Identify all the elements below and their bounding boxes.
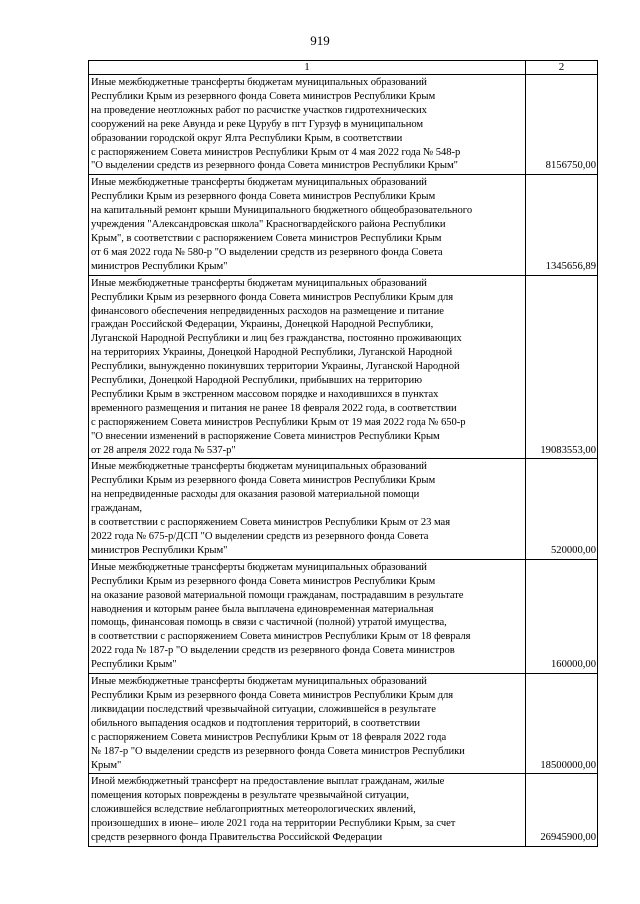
row-description: Иные межбюджетные трансферты бюджетам муниципальных образований Республики Крым из резервного фонда Совета министров Республики Крым для финансового обеспечения непредвиденных расходов на размещение и питание граждан Российской Федерации, Украины, Донецкой Народной Республики, Луганской Народной Республики и лиц без гражданства, постоянно проживающих на территориях Украины, Донецкой Народной Республики, Луганской Народной Республики, вынужденно покинувших территории Украины, Луганской Народной Республики, Донецкой Народной Республики, прибывших на территорию Республики Крым в экстренном массовом порядке и находившихся в пунктах временного размещения и питания не ранее 18 февраля 2022 года, в соответствии с распоряжением Совета министров Республики Крым от 19 мая 2022 года № 650-р "О внесении изменений в распоряжение Совета министров Республики Крым от 28 апреля 2022 года № 537-р" bbox=[89, 275, 526, 459]
budget-table bbox=[88, 60, 598, 847]
table-row bbox=[89, 459, 598, 559]
row-description: Иные межбюджетные трансферты бюджетам муниципальных образований Республики Крым из резервного фонда Совета министров Республики Крым на оказание разовой материальной помощи гражданам, пострадавшим в результате наводнения и которым ранее была выплачена единовременная материальная помощь, финансовая помощь в связи с частичной (полной) утратой имущества, в соответствии с распоряжением Совета министров Республики Крым от 18 февраля 2022 года № 187-р "О выделении средств из резервного фонда Совета министров Республики Крым" bbox=[89, 559, 526, 673]
row-amount: 19083553,00 bbox=[526, 275, 598, 459]
row-amount: 8156750,00 bbox=[526, 75, 598, 175]
table-row bbox=[89, 674, 598, 774]
column-header-2: 2 bbox=[526, 61, 598, 75]
page-number: 919 bbox=[310, 33, 330, 48]
row-description: Иные межбюджетные трансферты бюджетам муниципальных образований Республики Крым из резервного фонда Совета министров Республики Крым на непредвиденные расходы для оказания разовой материальной помощи гражданам, в соответствии с распоряжением Совета министров Республики Крым от 23 мая 2022 года № 675-р/ДСП "О выделении средств из резервного фонда Совета министров Республики Крым" bbox=[89, 459, 526, 559]
row-description: Иные межбюджетные трансферты бюджетам муниципальных образований Республики Крым из резервного фонда Совета министров Республики Крым для ликвидации последствий чрезвычайной ситуации, сложившейся в результате обильного выпадения осадков и подтопления территорий, в соответствии с распоряжением Совета министров Республики Крым от 18 февраля 2022 года № 187-р "О выделении средств из резервного фонда Совета министров Республики Крым" bbox=[89, 674, 526, 774]
table-row bbox=[89, 275, 598, 459]
row-amount: 1345656,89 bbox=[526, 175, 598, 275]
row-amount: 18500000,00 bbox=[526, 674, 598, 774]
row-amount: 26945900,00 bbox=[526, 774, 598, 847]
table-row bbox=[89, 75, 598, 175]
table-header-row bbox=[89, 61, 598, 75]
row-description: Иные межбюджетные трансферты бюджетам муниципальных образований Республики Крым из резервного фонда Совета министров Республики Крым на проведение неотложных работ по расчистке участков гидротехнических сооружений на реке Авунда и реке Цурубу в пгт Гурзуф в муниципальном образовании городской округ Ялта Республики Крым, в соответствии с распоряжением Совета министров Республики Крым от 4 мая 2022 года № 548-р "О выделении средств из резервного фонда Совета министров Республики Крым" bbox=[89, 75, 526, 175]
row-amount: 160000,00 bbox=[526, 559, 598, 673]
row-amount: 520000,00 bbox=[526, 459, 598, 559]
row-description: Иные межбюджетные трансферты бюджетам муниципальных образований Республики Крым из резервного фонда Совета министров Республики Крым на капитальный ремонт крыши Муниципального бюджетного общеобразовательного учреждения "Александровская школа" Красногвардейского района Республики Крым", в соответствии с распоряжением Совета министров Республики Крым от 6 мая 2022 года № 580-р "О выделении средств из резервного фонда Совета министров Республики Крым" bbox=[89, 175, 526, 275]
table-row bbox=[89, 559, 598, 673]
table-row bbox=[89, 774, 598, 847]
row-description: Иной межбюджетный трансферт на предоставление выплат гражданам, жилые помещения которых повреждены в результате чрезвычайной ситуации, сложившейся вследствие неблагоприятных метеорологических явлений, произошедших в июне– июле 2021 года на территории Республики Крым, за счет средств резервного фонда Правительства Российской Федерации bbox=[89, 774, 526, 847]
column-header-1: 1 bbox=[89, 61, 526, 75]
table-row bbox=[89, 175, 598, 275]
